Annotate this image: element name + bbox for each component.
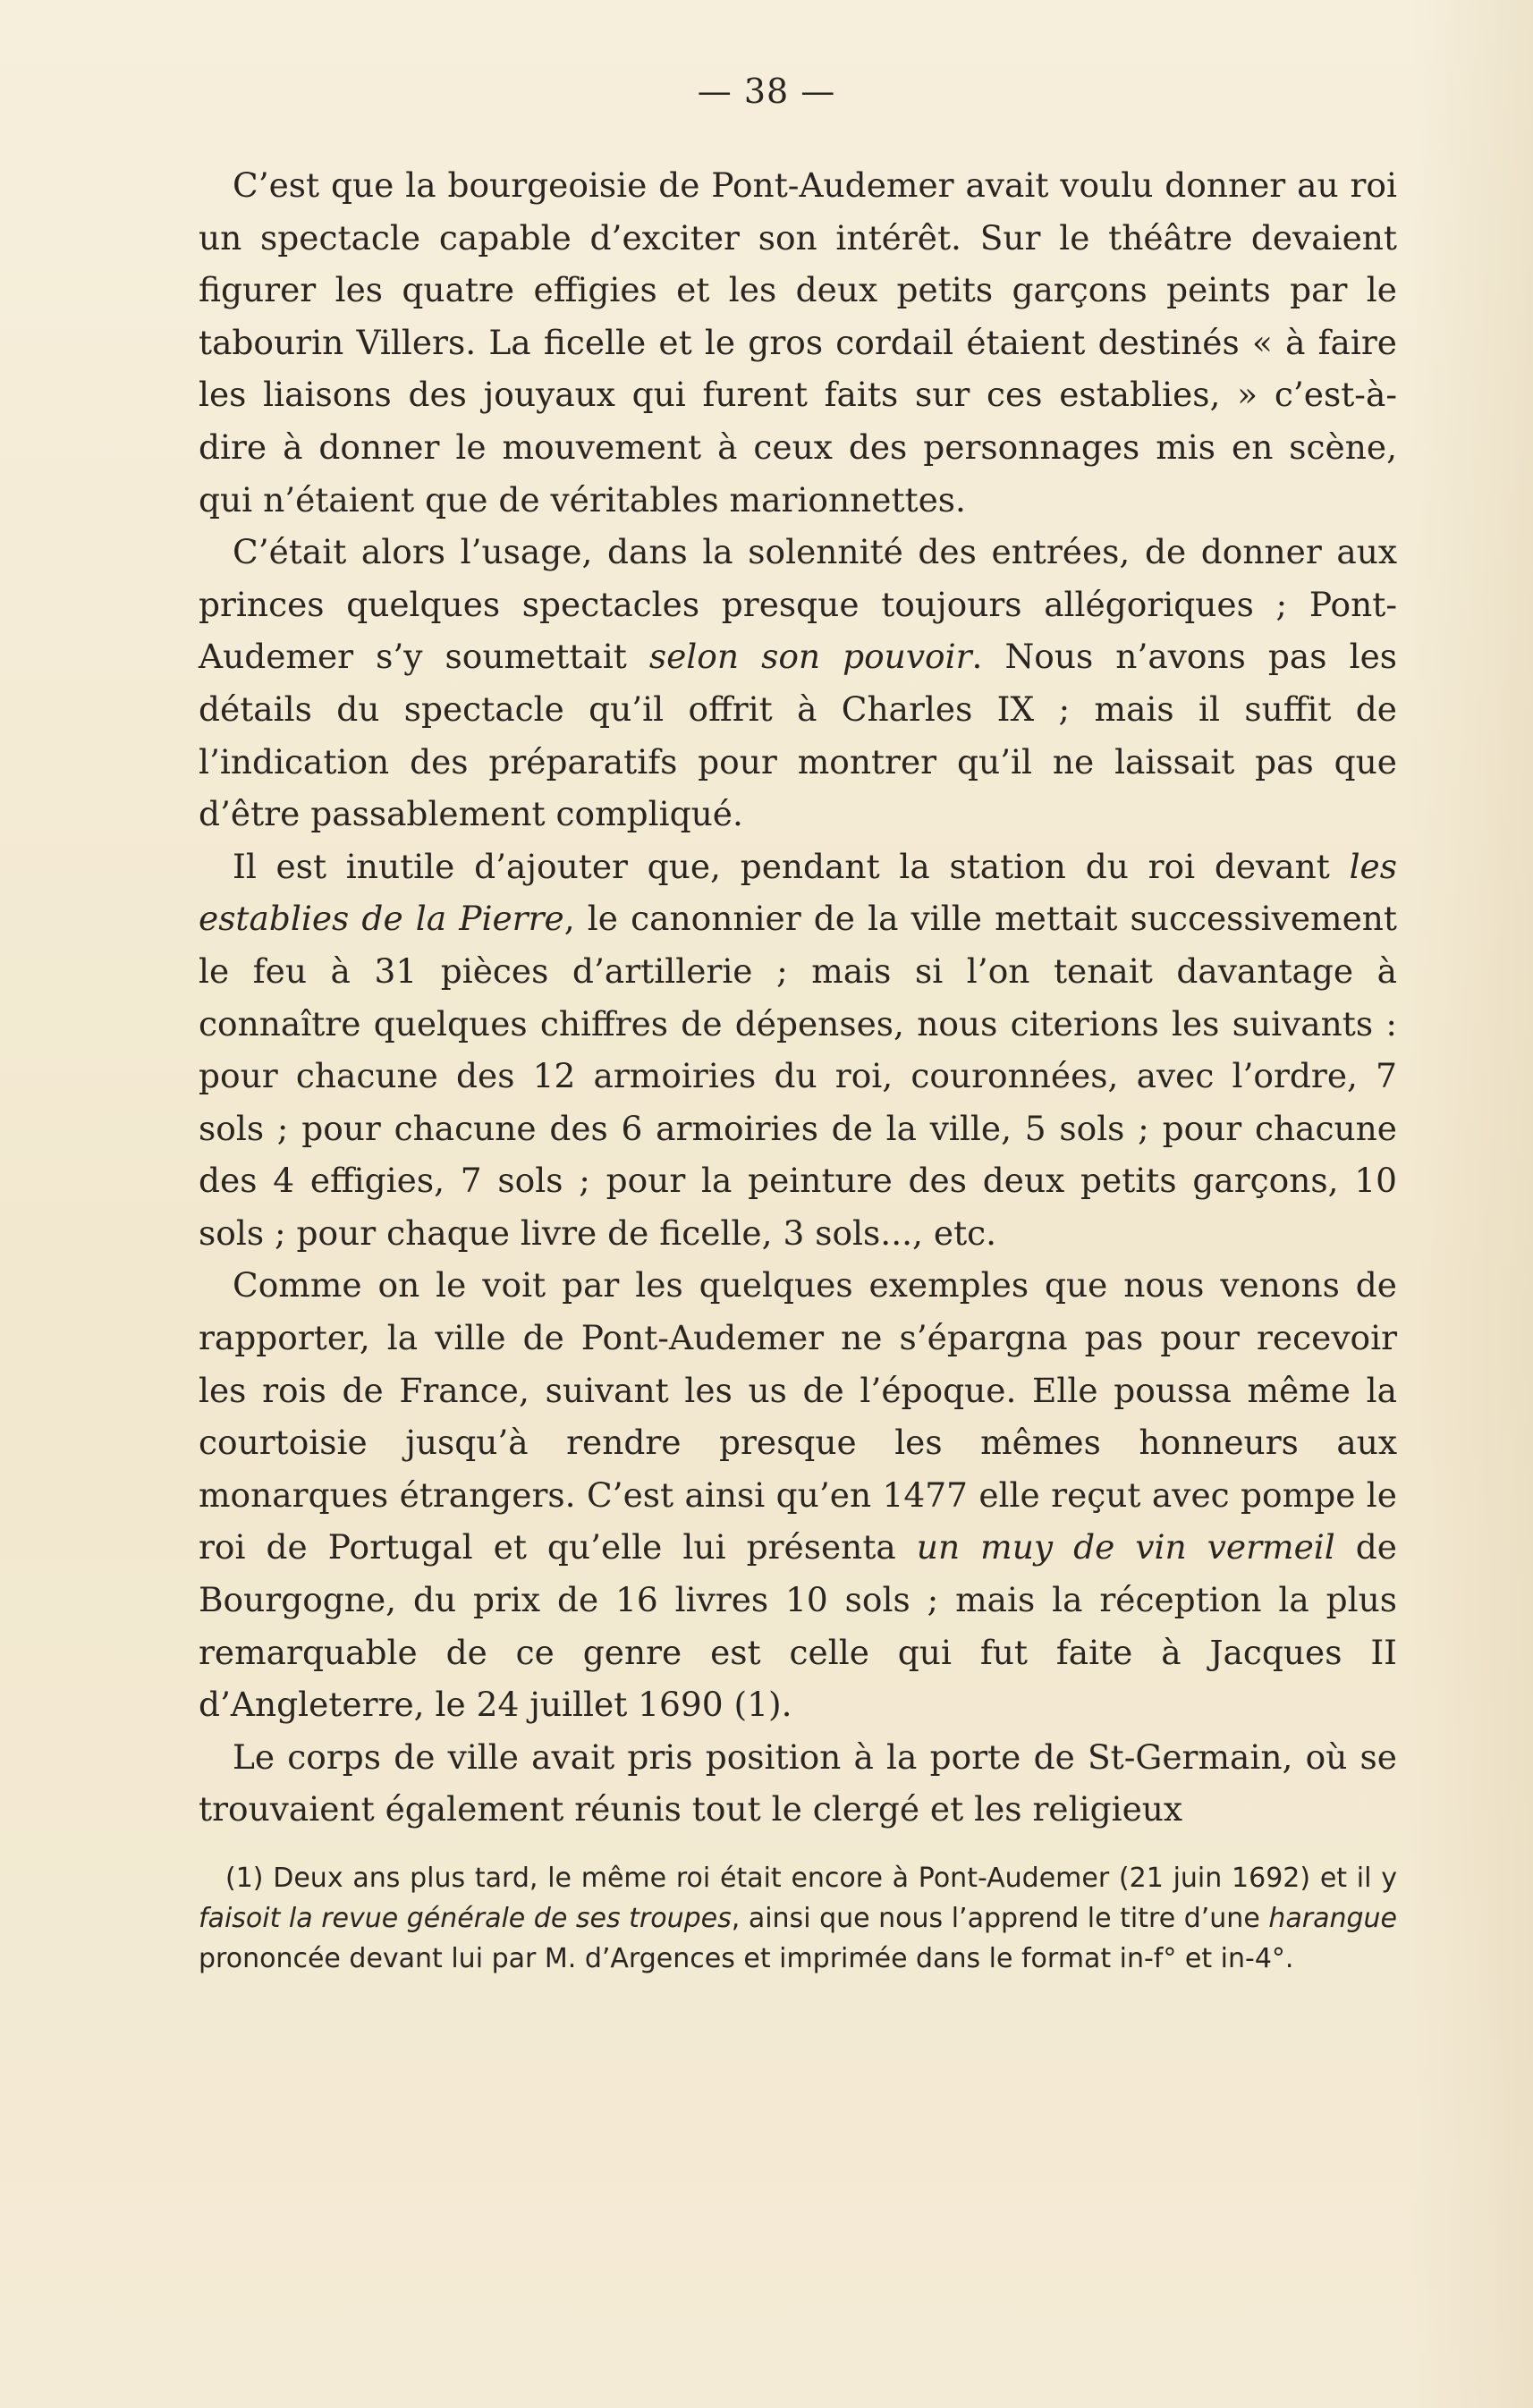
footnote-segment-2-italic: faisoit la revue générale de ses troupes (199, 1903, 732, 1934)
footnote-text (199, 1858, 1397, 1979)
paragraph-5 (199, 1731, 1397, 1836)
footnote (199, 1858, 1397, 1979)
paragraph-4-segment-1: Comme on le voit par les quelques exemples que nous venons de rapporter, la ville de Pont-Audemer ne s’épargna pas pour recevoir les rois de France, suivant les us de l’époque. Elle poussa même la courtoisie jusqu’à rendre presque les mêmes honneurs aux monarques étrangers. C’est ainsi qu’en 1477 elle reçut avec pompe le roi de Portugal et qu’elle lui présenta (199, 1265, 1397, 1567)
paragraph-2-segment-2-italic: selon son pouvoir (648, 637, 972, 677)
paragraph-1-segment-1: C’est que la bourgeoisie de Pont-Audemer avait voulu donner au roi un spectacle capable d’exciter son intérêt. Sur le théâtre devaient figurer les quatre effigies et les deux petits garçons peints par le tabourin Villers. La ficelle et le gros cordail étaient destinés « à faire les liaisons des jouyaux qui furent faits sur ces establies, » c’est-à-dire à donner le mouvement à ceux des personnages mis en scène, qui n’étaient que de véritables marionnettes. (199, 165, 1397, 520)
footnote-segment-3: , ainsi que nous l’apprend le titre d’une (731, 1903, 1269, 1934)
paragraph-1 (199, 159, 1397, 526)
paragraph-5-segment-1: Le corps de ville avait pris position à la porte de St-Germain, où se trouvaient également réunis tout le clergé et les religieux (199, 1736, 1397, 1829)
paragraph-2-segment-3: . Nous n’avons pas les détails du spectacle qu’il offrit à Charles IX ; mais il suffit de l’indication des préparatifs pour montrer qu’il ne laissait pas que d’être passablement compliqué. (199, 637, 1398, 834)
paragraph-2 (199, 526, 1397, 841)
paragraph-4-segment-3: de Bourgogne, du prix de 16 livres 10 sols ; mais la réception la plus remarquable de ce genre est celle qui fut faite à Jacques II d’Angleterre, le 24 juillet 1690 (1). (199, 1527, 1397, 1725)
main-text (199, 159, 1397, 1836)
paragraph-4-segment-2-italic: un muy de vin vermeil (916, 1527, 1335, 1567)
paragraph-3-segment-1: Il est inutile d’ajouter que, pendant la station du roi devant (233, 846, 1350, 886)
paragraph-3 (199, 841, 1397, 1260)
paragraph-3-segment-2-italic: les establies de la Pierre (199, 846, 1397, 939)
paragraph-3-segment-3: , le canonnier de la ville mettait successivement le feu à 31 pièces d’artillerie ; mais si l’on tenait davantage à connaître quelques chiffres de dépenses, nous citerions les suivants : pour chacune des 12 armoiries du roi, couronnées, avec l’ordre, 7 sols ; pour chacune des 6 armoiries de la ville, 5 sols ; pour chacune des 4 effigies, 7 sols ; pour la peinture des deux petits garçons, 10 sols ; pour chaque livre de ficelle, 3 sols..., etc. (199, 899, 1397, 1253)
paragraph-2-segment-1: C’était alors l’usage, dans la solennité des entrées, de donner aux princes quelques spectacles presque toujours allégoriques ; Pont-Audemer s’y soumettait (199, 532, 1397, 677)
footnote-segment-4-italic: harangue (1268, 1903, 1397, 1934)
footnote-segment-1: (1) Deux ans plus tard, le même roi était encore à Pont-Audemer (21 juin 1692) et il y (225, 1863, 1397, 1894)
footnote-segment-5: prononcée devant lui par M. d’Argences et imprimée dans le format in-f° et in-4°. (199, 1943, 1294, 1974)
paragraph-4 (199, 1259, 1397, 1730)
page-number: — 38 — (697, 72, 836, 111)
